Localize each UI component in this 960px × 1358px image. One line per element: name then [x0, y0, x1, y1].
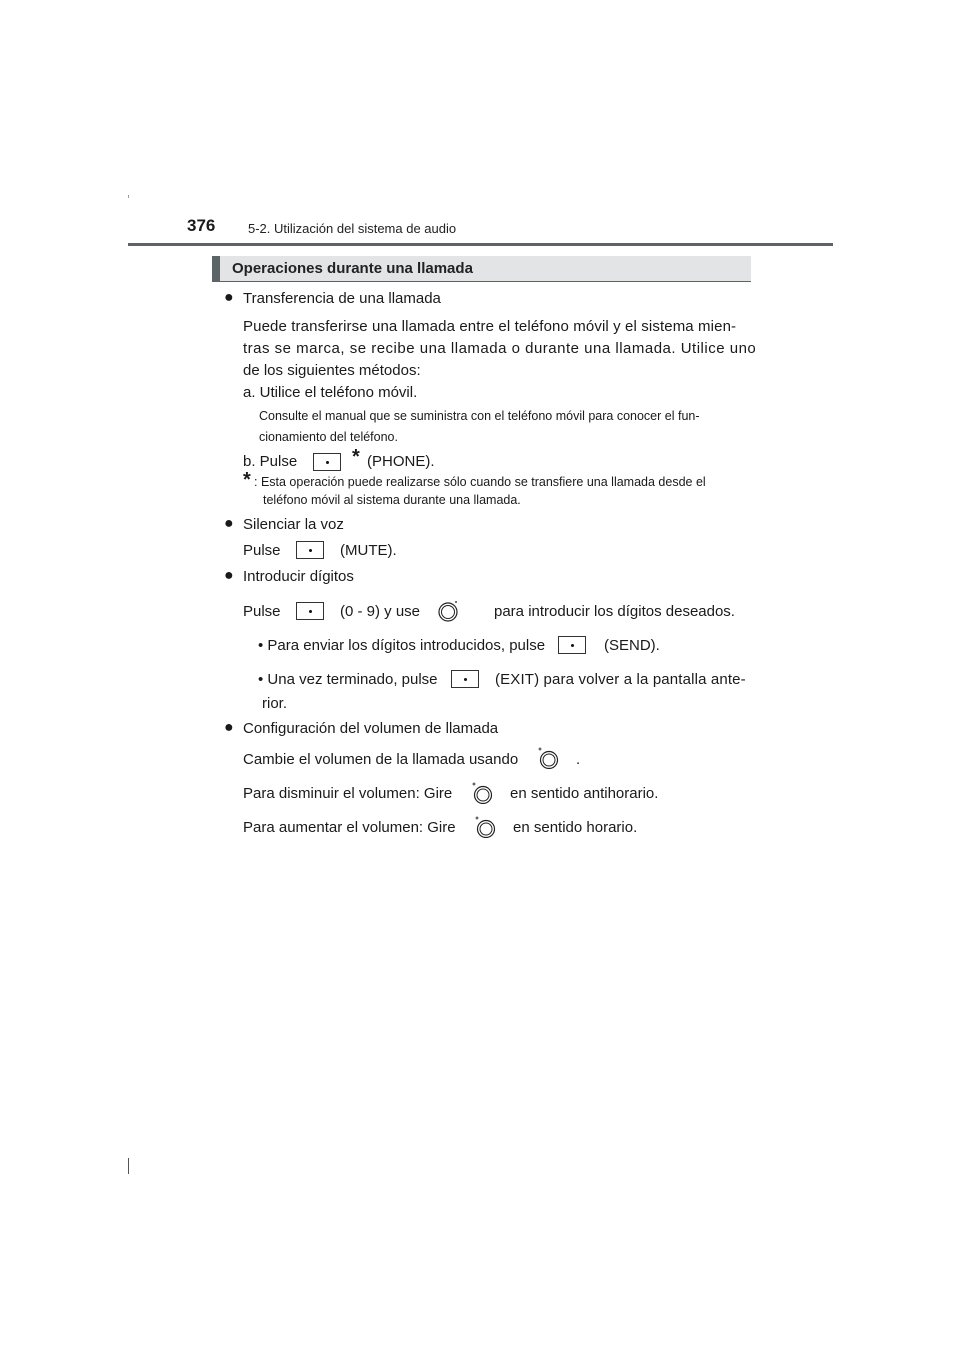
- digits-title: Introducir dígitos: [243, 568, 354, 585]
- volume-decrease-prefix: Para disminuir el volumen: Gire: [243, 785, 453, 802]
- volume-increase-suffix: en sentido horario.: [513, 819, 638, 836]
- exit-suffix: (EXIT) para volver a la pantalla ante-: [495, 671, 746, 688]
- option-a-note-1: Consulte el manual que se suministra con el teléfono móvil para conocer el fun-: [259, 409, 700, 423]
- section-heading-box: [212, 256, 751, 282]
- volume-title: Configuración del volumen de llamada: [243, 720, 499, 737]
- tune-knob-icon: [437, 600, 459, 622]
- section-title: 5-2. Utilización del sistema de audio: [248, 221, 457, 236]
- volume-increase-prefix: Para aumentar el volumen: Gire: [243, 819, 456, 836]
- margin-mark: [128, 195, 129, 198]
- exit-prefix: • Una vez terminado, pulse: [258, 671, 438, 688]
- transfer-body-2: tras se marca, se recibe una llamada o durante una llamada. Utilice uno: [243, 340, 757, 357]
- bullet-icon: ●: [224, 289, 234, 306]
- digits-middle: (0 - 9) y use: [340, 603, 421, 620]
- mute-prefix: Pulse: [243, 542, 281, 559]
- section-heading: Operaciones durante una llamada: [232, 260, 473, 277]
- exit-continuation: rior.: [262, 695, 288, 712]
- option-b-prefix: b. Pulse: [243, 453, 298, 470]
- volume-knob-icon: [537, 747, 559, 769]
- margin-mark: [128, 1158, 129, 1174]
- phone-button-icon: [313, 453, 341, 471]
- send-suffix: (SEND).: [604, 637, 660, 654]
- bullet-icon: ●: [224, 515, 234, 532]
- option-a-note-2: cionamiento del teléfono.: [259, 430, 398, 444]
- footnote-star: *: [243, 469, 251, 491]
- digits-suffix: para introducir los dígitos deseados.: [494, 603, 735, 620]
- mute-suffix: (MUTE).: [340, 542, 397, 559]
- mute-title: Silenciar la voz: [243, 516, 344, 533]
- bullet-icon: ●: [224, 719, 234, 736]
- transfer-body-3: de los siguientes métodos:: [243, 362, 421, 379]
- send-prefix: • Para enviar los dígitos introducidos, pulse: [258, 637, 546, 654]
- transfer-title: Transferencia de una llamada: [243, 290, 441, 307]
- volume-decrease-suffix: en sentido antihorario.: [510, 785, 659, 802]
- send-button-icon: [558, 636, 586, 654]
- mute-button-icon: [296, 541, 324, 559]
- volume-change-suffix: .: [576, 751, 581, 768]
- asterisk-mark: *: [352, 446, 360, 468]
- digits-prefix: Pulse: [243, 603, 281, 620]
- bullet-icon: ●: [224, 567, 234, 584]
- transfer-body-1: Puede transferirse una llamada entre el teléfono móvil y el sistema mien-: [243, 318, 737, 335]
- volume-change-prefix: Cambie el volumen de la llamada usando: [243, 751, 519, 768]
- header-rule: [128, 243, 833, 246]
- volume-knob-icon: [471, 782, 493, 804]
- exit-button-icon: [451, 670, 479, 688]
- footnote-line-1: : Esta operación puede realizarse sólo cuando se transfiere una llamada desde el: [254, 475, 706, 489]
- footnote-line-2: teléfono móvil al sistema durante una llamada.: [263, 493, 521, 507]
- option-a: a. Utilice el teléfono móvil.: [243, 384, 418, 401]
- page-number: 376: [187, 216, 216, 235]
- digit-button-icon: [296, 602, 324, 620]
- option-b-suffix: (PHONE).: [367, 453, 435, 470]
- volume-knob-icon: [474, 816, 496, 838]
